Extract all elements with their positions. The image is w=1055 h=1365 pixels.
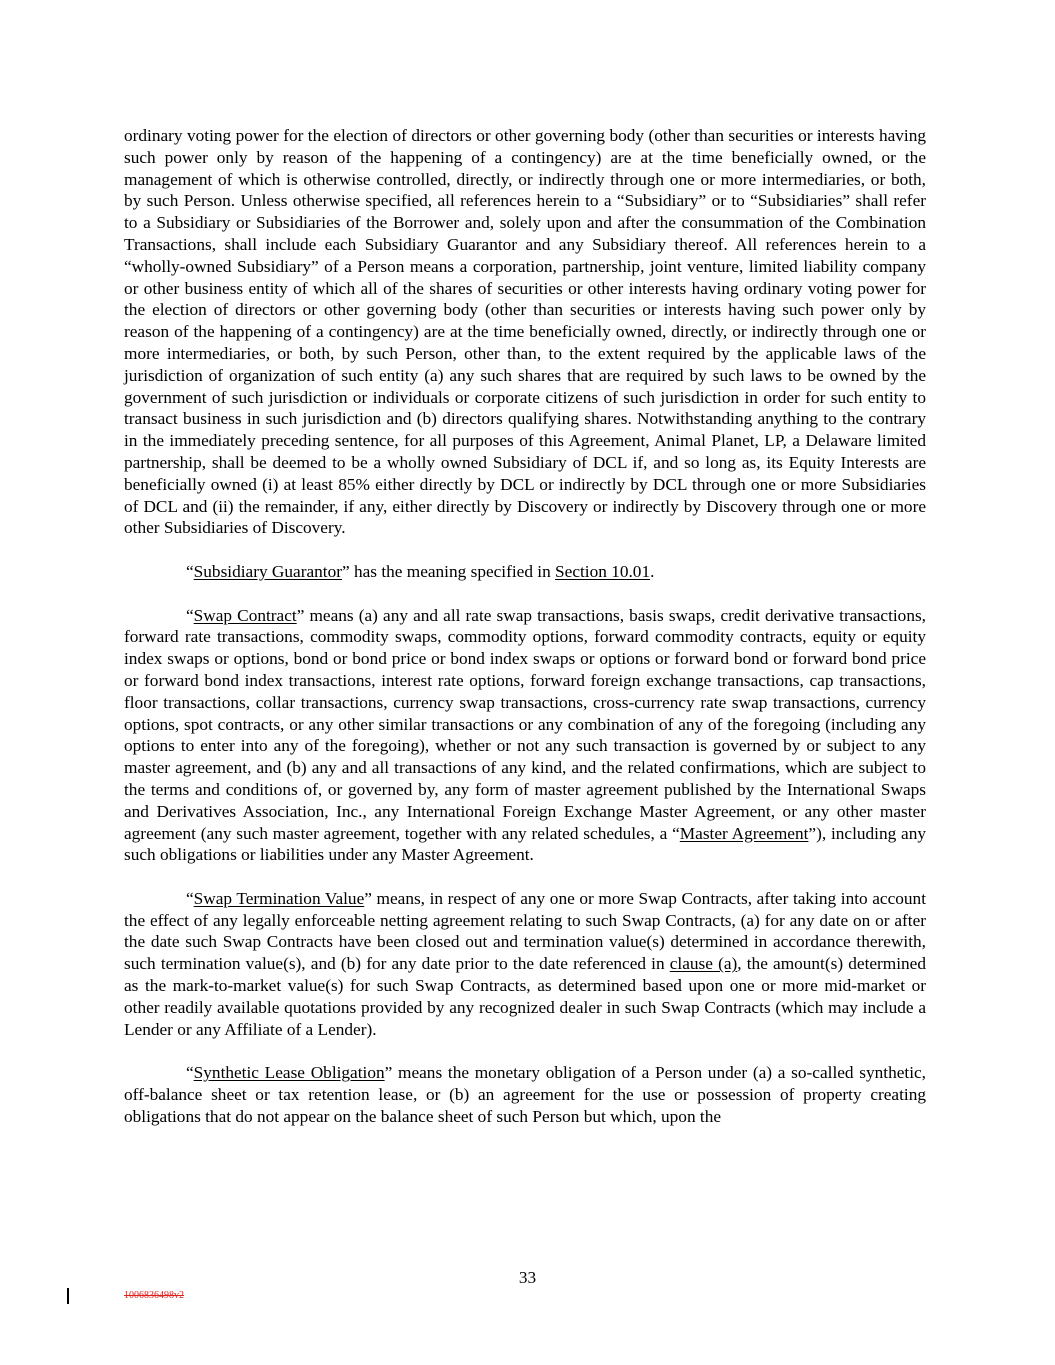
section-reference: Section 10.01 (555, 561, 651, 581)
text-segment: “ (186, 1063, 194, 1083)
defined-term: Swap Contract (193, 605, 297, 625)
defined-term: Subsidiary Guarantor (193, 561, 342, 581)
defined-term: Synthetic Lease Obligation (193, 1063, 385, 1083)
paragraph-spacer (124, 1040, 926, 1062)
paragraph-subsidiary-definition-continued (124, 125, 926, 539)
page-number: 33 (518, 1268, 537, 1287)
text-segment: ” means the monetary obligation of a Person under (a) a so-called synthetic, off-balance sheet or tax retention lease, or (b) an agreement for the use or possession of property creating obligations that do not appear on the balance sheet of such Person but which, upon the (124, 1063, 926, 1126)
text-segment: ”), including any such obligations or liabilities under any Master Agreement. (124, 823, 927, 865)
defined-term: Swap Termination Value (193, 888, 365, 908)
document-id: 1006836498v2 (124, 1290, 184, 1301)
paragraph-swap-contract (124, 605, 926, 867)
paragraph-spacer (124, 583, 926, 605)
revision-change-bar (67, 1288, 69, 1304)
text-segment: ordinary voting power for the election of directors or other governing body (other than securities or interests having such power only by reason of the happening of a contingency) are at the time beneficially owned, or the management of which is otherwise controlled, directly, or indirectly through one or more intermediaries, or both, by such Person. Unless otherwise specified, all references herein to a “Subsidiary” or to “Subsidiaries” shall refer to a Subsidiary or Subsidiaries of the Borrower and, solely upon and after the consummation of the Combination Transactions, shall include each Subsidiary Guarantor and any Subsidiary thereof. All references herein to a “wholly-owned Subsidiary” of a Person means a corporation, partnership, joint venture, limited liability company or other business entity of which all of the shares of securities or other interests having ordinary voting power for the election of directors or other governing body (other than securities or interests having such power only by reason of the happening of a contingency) are at the time beneficially owned, directly, or indirectly through one or more intermediaries, or both, by such Person, other than, to the extent required by the applicable laws of the jurisdiction of organization of such entity (a) any such shares that are required by such laws to be owned by the government of such jurisdiction or individuals or corporate citizens of such jurisdiction in order for such entity to transact business in such jurisdiction and (b) directors qualifying shares. Notwithstanding anything to the contrary in the immediately preceding sentence, for all purposes of this Agreement, Animal Planet, LP, a Delaware limited partnership, shall be deemed to be a wholly owned Subsidiary of DCL if, and so long as, its Equity Interests are beneficially owned (i) at least 85% either directly by DCL or indirectly by DCL through one or more Subsidiaries of DCL and (ii) the remainder, if any, either directly by Discovery or indirectly by Discovery through one or more other Subsidiaries of Discovery. (124, 126, 926, 538)
paragraph-subsidiary-guarantor (124, 561, 926, 583)
text-segment: ” means (a) any and all rate swap transactions, basis swaps, credit derivative transactions, forward rate transactions, commodity swaps, commodity options, forward commodity contracts, equity or equity index swaps or options, bond or bond price or bond index swaps or options or forward bond or forward bond price or forward bond index transactions, interest rate options, forward foreign exchange transactions, cap transactions, floor transactions, collar transactions, currency swap transactions, cross-currency rate swap transactions, currency options, spot contracts, or any other similar transactions or any combination of any of the foregoing (including any options to enter into any of the foregoing), whether or not any such transaction is governed by or subject to any master agreement, and (b) any and all transactions of any kind, and the related confirmations, which are subject to the terms and conditions of, or governed by, any form of master agreement published by the International Swaps and Derivatives Association, Inc., any International Foreign Exchange Master Agreement, or any other master agreement (any such master agreement, together with any related schedules, a “ (124, 605, 927, 843)
text-segment: ” has the meaning specified in (341, 561, 556, 581)
paragraph-spacer (124, 866, 926, 888)
text-segment: “ (186, 561, 194, 581)
defined-term: Master Agreement (679, 823, 809, 843)
text-segment: . (650, 561, 655, 581)
document-body (124, 125, 926, 1128)
text-segment: ” means, in respect of any one or more Swap Contracts, after taking into account the effect of any legally enforceable netting agreement relating to such Swap Contracts, (a) for any date on or after the date such Swap Contracts have been closed out and termination value(s) determined in accordance therewith, such termination value(s), and (b) for any date prior to the date referenced in (124, 888, 926, 974)
text-segment: “ (186, 605, 194, 625)
paragraph-synthetic-lease-obligation (124, 1062, 926, 1127)
text-segment: “ (186, 888, 194, 908)
paragraph-swap-termination-value (124, 888, 926, 1041)
clause-reference: clause (a) (669, 954, 738, 974)
text-segment: , the amount(s) determined as the mark-to-market value(s) for such Swap Contracts, as determined based upon one or more mid-market or other readily available quotations provided by any recognized dealer in such Swap Contracts (which may include a Lender or any Affiliate of a Lender). (124, 954, 926, 1039)
paragraph-spacer (124, 539, 926, 561)
